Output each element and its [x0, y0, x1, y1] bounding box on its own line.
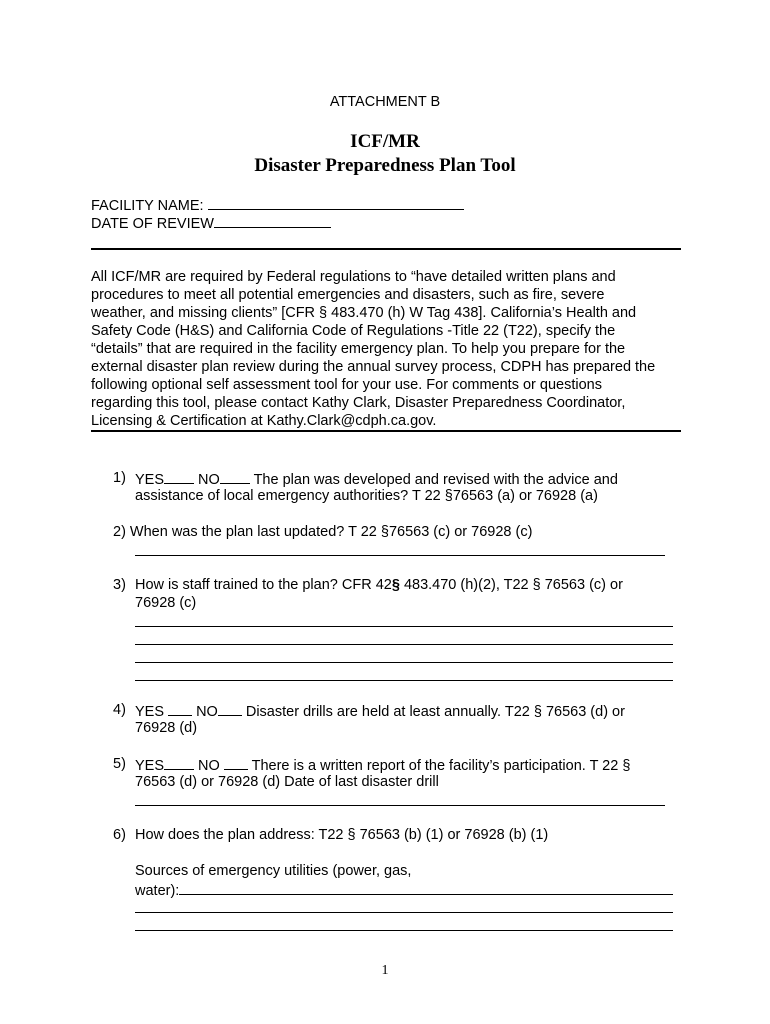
- intro-line: weather, and missing clients” [CFR § 483.470 (h) W Tag 438]. California’s Health and: [91, 305, 637, 321]
- question-number: 4): [113, 702, 126, 718]
- answer-line-q6-1[interactable]: [179, 880, 673, 895]
- question-number: 1): [113, 470, 126, 486]
- question-text: Disaster drills are held at least annually. T22 § 76563 (d) or: [245, 704, 625, 720]
- question-text-rest: 483.470 (h)(2), T22 § 76563 (c) or: [399, 577, 623, 593]
- yes-answer-field[interactable]: [164, 755, 194, 770]
- section-divider-bottom: [91, 430, 681, 432]
- intro-line: Safety Code (H&S) and California Code of Regulations -Title 22 (T22), specify the: [91, 323, 616, 339]
- intro-line: following optional self assessment tool for your use. For comments or questions: [91, 377, 602, 393]
- section-divider-top: [91, 248, 681, 250]
- yes-label: YES: [135, 704, 165, 720]
- sources-utilities-label: water):: [135, 883, 180, 899]
- document-subtitle: Disaster Preparedness Plan Tool: [254, 155, 516, 176]
- yes-label: YES: [135, 472, 165, 488]
- no-label: NO: [198, 758, 220, 774]
- yes-label: YES: [135, 758, 165, 774]
- question-number: 6): [113, 827, 126, 843]
- question-text: 2) When was the plan last updated? T 22 §76563 (c) or 76928 (c): [113, 524, 533, 540]
- answer-line-q3-1[interactable]: [135, 626, 673, 627]
- answer-line-q2[interactable]: [135, 555, 665, 556]
- question-text: The plan was developed and revised with the advice and: [253, 472, 618, 488]
- date-of-review-row: [91, 213, 331, 232]
- question-text-cont: 76928 (c): [135, 595, 197, 611]
- no-answer-field[interactable]: [224, 755, 248, 770]
- intro-line: Licensing & Certification at Kathy.Clark@cdph.ca.gov.: [91, 413, 437, 429]
- intro-paragraph: [91, 268, 691, 430]
- question-text-cont: 76928 (d): [135, 720, 198, 736]
- facility-name-label: FACILITY NAME:: [91, 198, 204, 214]
- yes-answer-field[interactable]: [164, 469, 194, 484]
- intro-line: external disaster plan review during the annual survey process, CDPH has prepared the: [91, 359, 656, 375]
- page-number: 1: [381, 963, 389, 978]
- sources-utilities-line1: Sources of emergency utilities (power, gas,: [135, 863, 412, 879]
- question-text-cont: 76563 (d) or 76928 (d) Date of last disaster drill: [135, 774, 439, 790]
- attachment-label: ATTACHMENT B: [329, 94, 441, 110]
- question-number: 3): [113, 577, 126, 593]
- question-text: There is a written report of the facility’s participation. T 22 §: [251, 758, 631, 774]
- no-answer-field[interactable]: [220, 469, 250, 484]
- no-label: NO: [196, 704, 218, 720]
- no-label: NO: [198, 472, 220, 488]
- answer-line-q3-2[interactable]: [135, 644, 673, 645]
- yes-answer-field[interactable]: [168, 701, 192, 716]
- intro-line: procedures to meet all potential emergencies and disasters, such as fire, severe: [91, 287, 605, 303]
- facility-name-row: [91, 195, 464, 214]
- section-symbol: §: [391, 577, 400, 593]
- intro-line: All ICF/MR are required by Federal regulations to “have detailed written plans and: [91, 269, 616, 285]
- date-of-review-field[interactable]: [214, 213, 331, 228]
- question-text: How is staff trained to the plan? CFR 42: [135, 577, 392, 593]
- intro-line: “details” that are required in the facility emergency plan. To help you prepare for the: [91, 341, 626, 357]
- sources-utilities-line2: [135, 880, 673, 900]
- answer-line-q3-3[interactable]: [135, 662, 673, 663]
- question-text-cont: assistance of local emergency authorities? T 22 §76563 (a) or 76928 (a): [135, 488, 598, 504]
- answer-line-q6-2[interactable]: [135, 912, 673, 913]
- question-number: 5): [113, 756, 126, 772]
- document-title: ICF/MR: [350, 131, 420, 152]
- answer-line-q5[interactable]: [135, 805, 665, 806]
- question-text: How does the plan address: T22 § 76563 (b) (1) or 76928 (b) (1): [135, 827, 549, 843]
- facility-name-field[interactable]: [208, 195, 464, 210]
- no-answer-field[interactable]: [218, 701, 242, 716]
- answer-line-q6-3[interactable]: [135, 930, 673, 931]
- intro-line: regarding this tool, please contact Kathy Clark, Disaster Preparedness Coordinator,: [91, 395, 626, 411]
- date-of-review-label: DATE OF REVIEW: [91, 216, 214, 232]
- answer-line-q3-4[interactable]: [135, 680, 673, 681]
- question-2: [113, 523, 532, 541]
